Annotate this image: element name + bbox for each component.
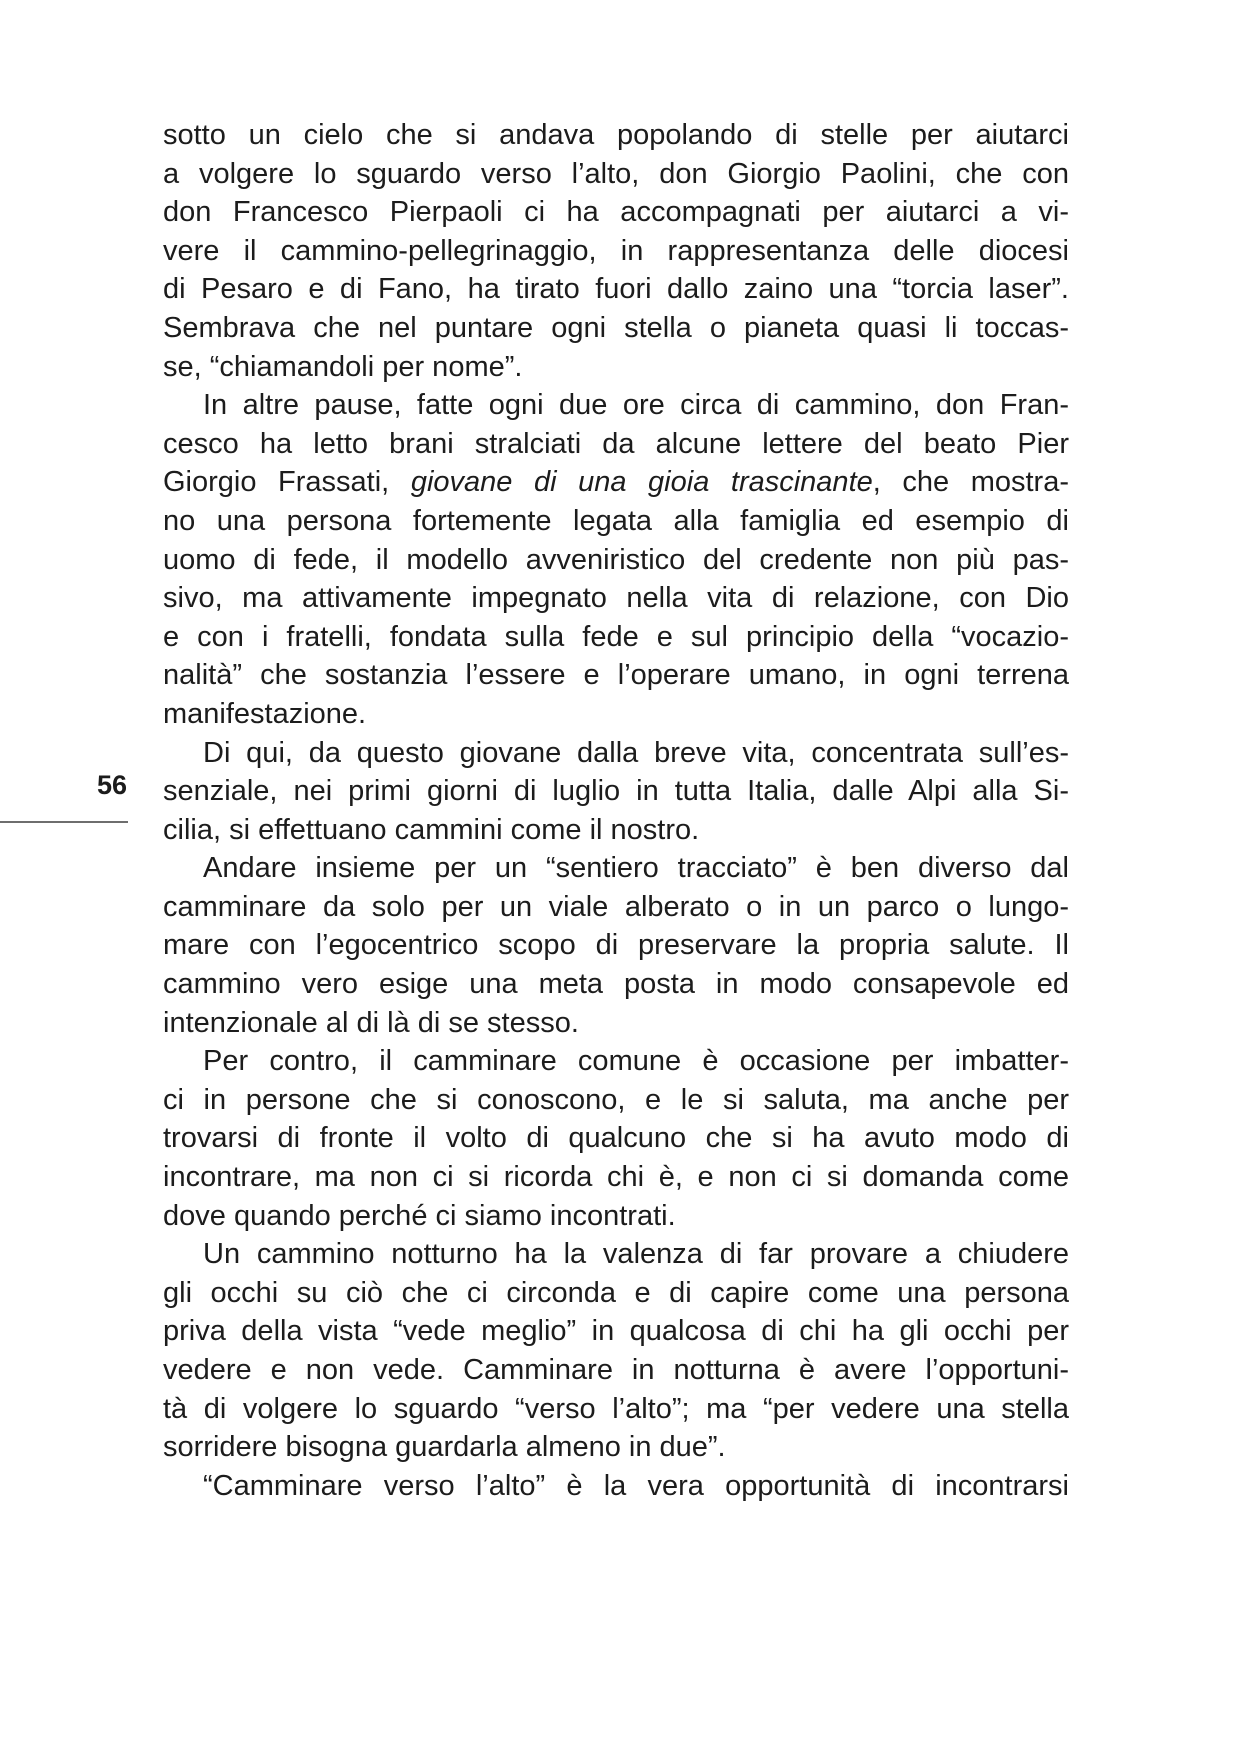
text-line: vedere e non vede. Camminare in notturna è avere l’opportuni- (163, 1354, 1069, 1386)
text-line: vere il cammino-pellegrinaggio, in rappresentanza delle diocesi (163, 234, 1069, 267)
text-line: manifestazione. (163, 697, 367, 730)
text-column (163, 116, 1069, 1505)
text-line: don Francesco Pierpaoli ci ha accompagnati per aiutarci a vi- (163, 196, 1069, 229)
text-line: Un cammino notturno ha la valenza di far provare a chiudere (203, 1238, 1069, 1271)
page-number: 56 (96, 770, 127, 800)
text-line: tà di volgere lo sguardo “verso l’alto”; ma “per vedere una stella (163, 1392, 1069, 1425)
text-line: a volgere lo sguardo verso l’alto, don Giorgio Paolini, che con (163, 157, 1069, 190)
text-line: intenzionale al di là di se stesso. (163, 1006, 579, 1039)
paragraph (163, 849, 1069, 1042)
text-line: ci in persone che si conoscono, e le si saluta, ma anche per (163, 1083, 1069, 1116)
text-line: “Camminare verso l’alto” è la vera opportunità di incontrarsi (203, 1469, 1069, 1502)
regular-text: , che mostra- (872, 466, 1069, 499)
text-line: Di qui, da questo giovane dalla breve vita, concentrata sull’es- (203, 736, 1069, 769)
text-line: se, “chiamandoli per nome”. (163, 350, 523, 383)
text-line: priva della vista “vede meglio” in qualcosa di chi ha gli occhi per (163, 1315, 1069, 1348)
paragraph (163, 1042, 1069, 1235)
paragraph (163, 386, 1069, 733)
margin-rule (0, 821, 128, 823)
paragraph (163, 734, 1069, 850)
text-line: In altre pause, fatte ogni due ore circa di cammino, don Fran- (203, 389, 1069, 422)
text-line: no una persona fortemente legata alla famiglia ed esempio di (163, 504, 1069, 537)
text-line: cesco ha letto brani stralciati da alcune lettere del beato Pier (163, 427, 1069, 460)
paragraph (163, 1467, 1069, 1506)
text-line: mare con l’egocentrico scopo di preservare la propria salute. Il (163, 929, 1069, 962)
text-line: uomo di fede, il modello avveniristico del credente non più pas- (163, 543, 1069, 576)
paragraph (163, 116, 1069, 386)
text-line: cilia, si effettuano cammini come il nostro. (163, 813, 700, 846)
text-line: senziale, nei primi giorni di luglio in tutta Italia, dalle Alpi alla Si- (163, 775, 1069, 808)
text-line: trovarsi di fronte il volto di qualcuno che si ha avuto modo di (163, 1122, 1069, 1155)
text-line: cammino vero esige una meta posta in modo consapevole ed (163, 968, 1069, 1001)
text-line: Andare insieme per un “sentiero tracciato” è ben diverso dal (203, 852, 1069, 885)
text-line: camminare da solo per un viale alberato o in un parco o lungo- (163, 890, 1069, 923)
paragraph (163, 1235, 1069, 1467)
regular-text: Giorgio Frassati, (163, 466, 411, 499)
text-line: Per contro, il camminare comune è occasione per imbatter- (203, 1045, 1069, 1078)
text-line: sotto un cielo che si andava popolando di stelle per aiutarci (163, 119, 1069, 151)
text-line: gli occhi su ciò che ci circonda e di capire come una persona (163, 1276, 1069, 1309)
text-line: incontrare, ma non ci si ricorda chi è, e non ci si domanda come (163, 1161, 1069, 1194)
text-line: sorridere bisogna guardarla almeno in due”. (163, 1431, 726, 1464)
italic-text: giovane di una gioia trascinante (410, 466, 873, 499)
text-line: Sembrava che nel puntare ogni stella o pianeta quasi li toccas- (163, 311, 1069, 344)
text-line (163, 463, 1069, 502)
text-line: nalità” che sostanzia l’essere e l’operare umano, in ogni terrena (163, 659, 1069, 692)
text-line: sivo, ma attivamente impegnato nella vita di relazione, con Dio (163, 582, 1069, 615)
text-line: dove quando perché ci siamo incontrati. (163, 1199, 676, 1232)
text-line: e con i fratelli, fondata sulla fede e sul principio della “vocazio- (163, 620, 1069, 653)
text-line: di Pesaro e di Fano, ha tirato fuori dallo zaino una “torcia laser”. (163, 273, 1069, 306)
